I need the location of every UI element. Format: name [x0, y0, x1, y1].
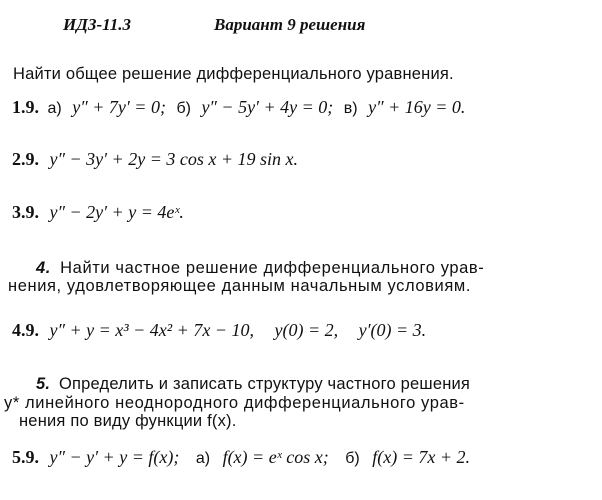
section4-line2: нения, удовлетворяющее данным начальным условиям.: [8, 277, 471, 295]
option-c-label: в): [343, 100, 358, 117]
section4-line1: [36, 260, 484, 277]
equation-a: y″ + 7y′ = 0;: [72, 97, 166, 117]
section5-line2: y* линейного неоднородного дифференциального урав-: [4, 394, 465, 412]
option-a-label: а): [195, 450, 211, 467]
equation: y″ − 2y′ + y = 4eˣ.: [49, 202, 184, 222]
equation-c: y″ + 16y = 0.: [368, 97, 466, 117]
section-number: 4.: [36, 259, 51, 277]
equation: y″ − 3y′ + 2y = 3 cos x + 19 sin x.: [49, 149, 298, 169]
section-number: 5.: [36, 375, 51, 393]
section5-line1: [36, 376, 470, 393]
option-b-label: б): [345, 450, 360, 467]
initial-condition-2: y′(0) = 3.: [358, 320, 427, 340]
header-variant: Вариант 9 решения: [214, 15, 366, 34]
header-code: ИДЗ-11.3: [63, 15, 131, 34]
section1-instruction: Найти общее решение дифференциального уравнения.: [13, 65, 454, 83]
equation-b: y″ − 5y′ + 4y = 0;: [201, 97, 334, 117]
equation: y″ − y′ + y = f(x);: [49, 447, 180, 467]
initial-condition-1: y(0) = 2,: [274, 320, 339, 340]
problem-2-9: [12, 150, 298, 168]
problem-4-9: [12, 321, 426, 339]
equation: y″ + y = x³ − 4x² + 7x − 10,: [49, 320, 254, 340]
option-b-label: б): [176, 100, 191, 117]
function-b: f(x) = 7x + 2.: [372, 447, 470, 467]
option-a-label: а): [47, 100, 62, 117]
problem-number: 5.9.: [12, 447, 39, 467]
problem-number: 2.9.: [12, 149, 39, 169]
problem-1-9: [12, 98, 465, 117]
problem-5-9: [12, 448, 470, 467]
problem-number: 1.9.: [12, 97, 39, 117]
section5-line3: нения по виду функции f(x).: [19, 412, 237, 430]
section-text: Найти частное решение дифференциального урав-: [60, 259, 485, 277]
problem-3-9: [12, 203, 184, 221]
section-text: Определить и записать структуру частного решения: [58, 375, 471, 393]
problem-number: 4.9.: [12, 320, 39, 340]
function-a: f(x) = eˣ cos x;: [222, 447, 329, 467]
problem-number: 3.9.: [12, 202, 39, 222]
